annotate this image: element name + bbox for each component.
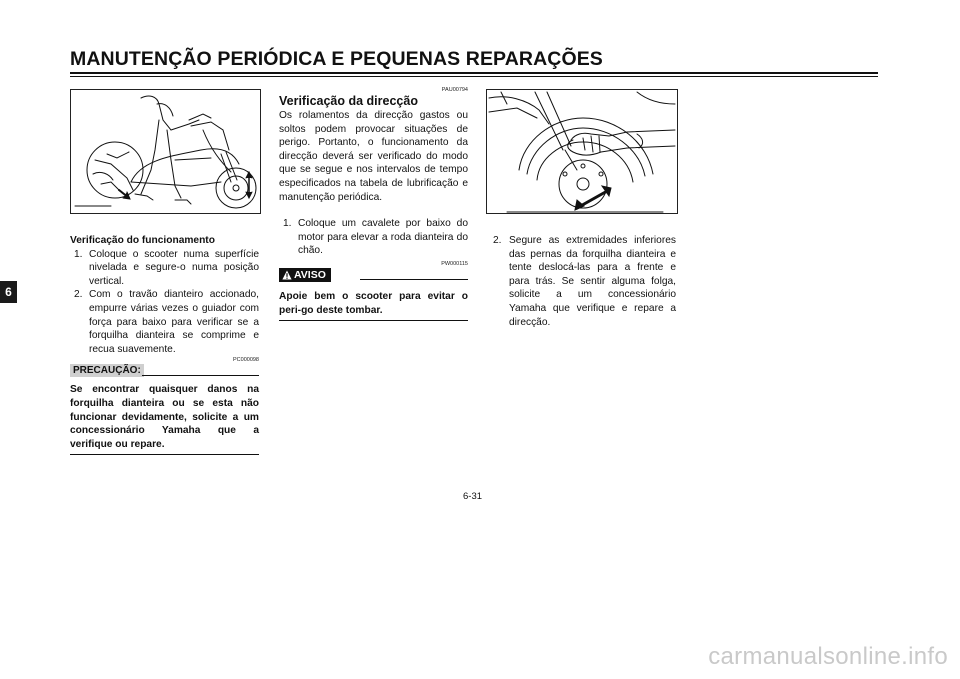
middle-step-list: [279, 217, 468, 258]
step-text: Coloque um cavalete por baixo do motor para elevar a roda dianteira do chão.: [298, 218, 468, 257]
warning-text: Apoie bem o scooter para evitar o peri-go deste tombar.: [279, 290, 468, 316]
caution-code: PC000098: [233, 357, 259, 364]
caution-header: [70, 364, 259, 378]
right-column: [486, 234, 676, 329]
header-rule-thin: [70, 76, 878, 77]
left-step-list: [70, 248, 259, 357]
warning-triangle-icon: [282, 270, 292, 280]
page-title: MANUTENÇÃO PERIÓDICA E PEQUENAS REPARAÇÕES: [70, 48, 603, 70]
warning-rule: [360, 279, 468, 280]
step-number: 1.: [283, 218, 292, 230]
warning-end-rule: [279, 320, 468, 321]
step-text: Segure as extremidades inferiores das pernas da forquilha dianteira e tente deslocá-las para a frente e para trás. Se sentir alguma folga, solicite a um concessionário Yamaha que verifique e repare a direcção.: [509, 235, 676, 328]
step-number: 2.: [74, 289, 83, 301]
step-number: 1.: [74, 248, 83, 260]
caution-label: PRECAUÇÃO:: [70, 364, 144, 377]
steering-check-illustration: [487, 90, 677, 213]
step-number: 2.: [493, 235, 502, 246]
warning-code: PW000115: [441, 260, 468, 267]
caution-rule: [142, 375, 259, 376]
chapter-tab: 6: [0, 281, 17, 303]
warning-label-box: [279, 268, 331, 282]
page-number: 6-31: [463, 491, 483, 502]
section-intro: Os rolamentos da direcção gastos ou soltos podem provocar situações de perigo. Portanto, o funcionamento da direcção deverá ser verificado do modo que se segue e nos intervalos de tempo especificados na tabela de lubrificação e manutenção periódica.: [279, 110, 468, 203]
section-ref-code: PAU00794: [441, 87, 468, 93]
left-column: [70, 234, 259, 455]
step-text: Coloque o scooter numa superfície nivelada e segure-o numa posição vertical.: [89, 248, 259, 287]
warning-label: AVISO: [294, 268, 326, 281]
caution-end-rule: [70, 454, 259, 455]
list-item: [70, 248, 259, 289]
section-title: Verificação da direcção: [279, 94, 418, 108]
header-rule-thick: [70, 72, 878, 74]
subheading-operation-check: Verificação do funcionamento: [70, 235, 215, 246]
warning-header: [279, 268, 468, 282]
figure-steering-check: [486, 89, 678, 214]
scooter-suspension-illustration: [71, 90, 260, 213]
right-step-list: [486, 234, 676, 329]
middle-column: [279, 86, 468, 321]
list-item: [70, 288, 259, 356]
list-item: [279, 217, 468, 258]
figure-suspension-check: [70, 89, 261, 214]
list-item: [486, 234, 676, 329]
watermark: carmanualsonline.info: [708, 643, 948, 670]
step-text: Com o travão dianteiro accionado, empurre várias vezes o guiador com força para baixo para verificar se a forquilha dianteira se comprime e recua suavemente.: [89, 289, 259, 355]
caution-text: Se encontrar quaisquer danos na forquilha dianteira ou se esta não funcionar devidamente, solicite a um concessionário Yamaha que a verifique ou repare.: [70, 384, 259, 450]
